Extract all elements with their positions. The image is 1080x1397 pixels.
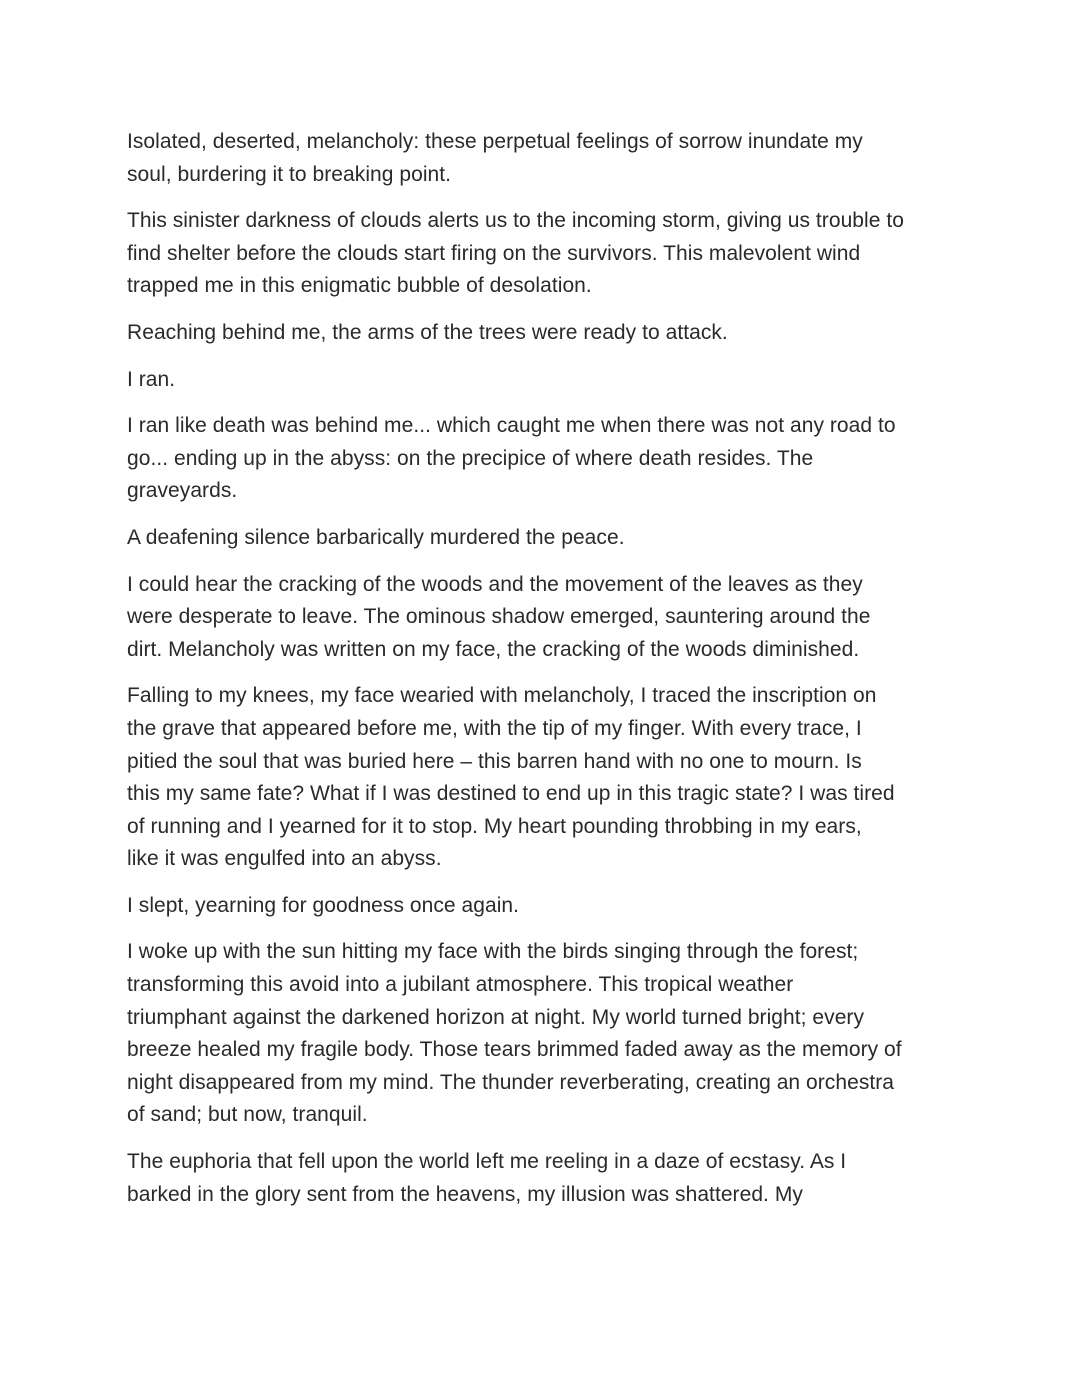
paragraph <box>127 410 957 508</box>
document-body <box>127 126 957 1225</box>
text-line: triumphant against the darkened horizon at night. My world turned bright; every <box>127 1005 865 1029</box>
text-line: This sinister darkness of clouds alerts us to the incoming storm, giving us trouble to <box>127 209 904 233</box>
paragraph <box>127 126 957 191</box>
text-line: I ran like death was behind me... which caught me when there was not any road to <box>127 414 896 438</box>
text-line: find shelter before the clouds start firing on the survivors. This malevolent wind <box>127 241 861 265</box>
text-line: of running and I yearned for it to stop. My heart pounding throbbing in my ears, <box>127 814 862 838</box>
text-line: barked in the glory sent from the heavens, my illusion was shattered. My <box>127 1182 803 1206</box>
text-line: Falling to my knees, my face wearied with melancholy, I traced the inscription on <box>127 684 877 708</box>
paragraph <box>127 1146 957 1211</box>
text-line: soul, burdering it to breaking point. <box>127 162 452 186</box>
text-line: go... ending up in the abyss: on the precipice of where death resides. The <box>127 446 814 470</box>
paragraph <box>127 680 957 876</box>
paragraph <box>127 936 957 1132</box>
text-line: trapped me in this enigmatic bubble of desolation. <box>127 274 592 298</box>
text-line: transforming this avoid into a jubilant atmosphere. This tropical weather <box>127 973 794 997</box>
text-line: night disappeared from my mind. The thunder reverberating, creating an orchestra <box>127 1070 895 1094</box>
paragraph <box>127 890 957 923</box>
text-line: I slept, yearning for goodness once again. <box>127 893 520 917</box>
paragraph <box>127 522 957 555</box>
paragraph <box>127 569 957 667</box>
text-line: I woke up with the sun hitting my face with the birds singing through the forest; <box>127 940 859 964</box>
text-line: dirt. Melancholy was written on my face, the cracking of the woods diminished. <box>127 637 860 661</box>
text-line: A deafening silence barbarically murdered the peace. <box>127 525 625 549</box>
paragraph <box>127 317 957 350</box>
text-line: graveyards. <box>127 479 238 503</box>
paragraph <box>127 205 957 303</box>
text-line: Isolated, deserted, melancholy: these perpetual feelings of sorrow inundate my <box>127 130 863 153</box>
text-line: of sand; but now, tranquil. <box>127 1103 368 1127</box>
text-line: like it was engulfed into an abyss. <box>127 847 442 871</box>
text-line: The euphoria that fell upon the world left me reeling in a daze of ecstasy. As I <box>127 1150 847 1174</box>
text-line: were desperate to leave. The ominous shadow emerged, sauntering around the <box>127 605 871 629</box>
paragraph <box>127 364 957 397</box>
text-line: breeze healed my fragile body. Those tears brimmed faded away as the memory of <box>127 1038 902 1062</box>
text-line: Reaching behind me, the arms of the trees were ready to attack. <box>127 320 728 344</box>
text-line: this my same fate? What if I was destined to end up in this tragic state? I was tired <box>127 782 895 806</box>
text-line: pitied the soul that was buried here – this barren hand with no one to mourn. Is <box>127 749 862 773</box>
text-line: the grave that appeared before me, with the tip of my finger. With every trace, I <box>127 716 862 740</box>
text-line: I could hear the cracking of the woods and the movement of the leaves as they <box>127 572 863 596</box>
text-line: I ran. <box>127 367 176 391</box>
